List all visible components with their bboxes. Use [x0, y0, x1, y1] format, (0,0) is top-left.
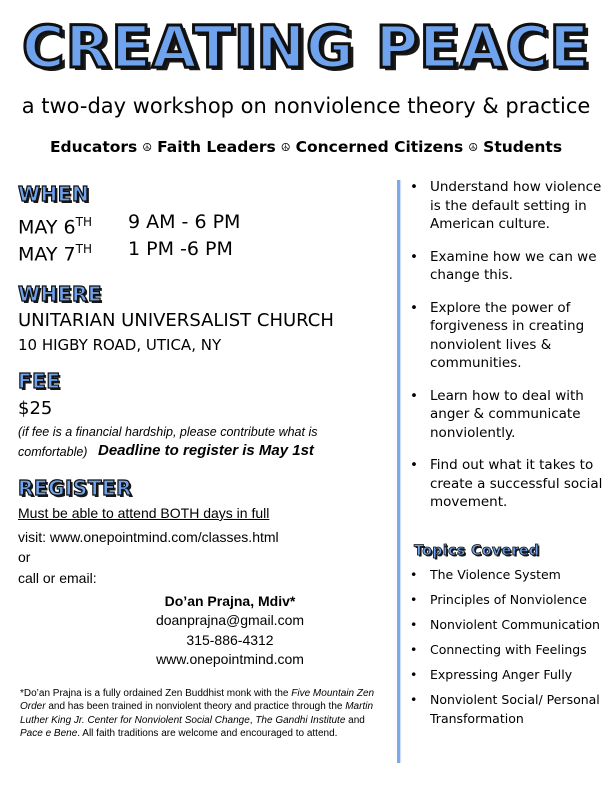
contact-phone[interactable]: 315-886-4312 — [186, 632, 274, 648]
venue-address: 10 HIGBY ROAD, UTICA, NY — [18, 336, 222, 354]
subtitle: a two-day workshop on nonviolence theory & practice — [21, 94, 591, 118]
attendance-requirement: Must be able to attend BOTH days in full — [18, 505, 270, 521]
call-email-text: call or email: — [18, 570, 97, 586]
footnote-text: and — [345, 714, 365, 726]
footnote-text: . All faith traditions are welcome and encouraged to attend. — [77, 727, 338, 739]
audience-line — [0, 136, 612, 159]
list-item: • Examine how we can we change this. — [410, 248, 605, 285]
time-1: 9 AM - 6 PM — [128, 211, 241, 233]
visit-link-text[interactable]: visit: www.onepointmind.com/classes.html — [18, 529, 279, 545]
deadline-text: Deadline to register is May 1st — [98, 442, 314, 459]
audience-educators: Educators — [49, 138, 138, 156]
when-heading: WHEN — [18, 182, 90, 206]
contact-email[interactable]: doanprajna@gmail.com — [155, 612, 305, 628]
register-heading: REGISTER — [18, 476, 133, 500]
footnote-org: Five Mountain Zen Order — [20, 688, 375, 713]
list-item: • Understand how violence is the default setting in American culture. — [410, 178, 605, 234]
date-1: MAY 6 — [18, 216, 76, 239]
peace-sign-icon: ☮ — [142, 141, 153, 154]
fee-note-line-2: comfortable) — [18, 445, 88, 459]
footnote-org: Martin Luther King Jr. Center for Nonviolent Social Change — [20, 701, 374, 726]
goals-list — [410, 178, 605, 526]
peace-sign-icon: ☮ — [280, 141, 291, 154]
footnote-org: The Gandhi Institute — [255, 714, 346, 726]
page-title: CREATING PEACE — [22, 13, 590, 81]
audience-faith-leaders: Faith Leaders — [157, 138, 276, 156]
topics-list — [410, 565, 605, 734]
list-item: • The Violence System — [410, 565, 605, 584]
peace-sign-icon: ☮ — [468, 141, 479, 154]
audience-concerned-citizens: Concerned Citizens — [295, 138, 464, 156]
audience-students: Students — [483, 138, 563, 156]
list-item: • Principles of Nonviolence — [410, 590, 605, 609]
list-item: • Learn how to deal with anger & communicate nonviolently. — [410, 387, 605, 443]
list-item: • Expressing Anger Fully — [410, 665, 605, 684]
venue-name: UNITARIAN UNIVERSALIST CHURCH — [18, 310, 334, 331]
list-item: • Connecting with Feelings — [410, 640, 605, 659]
footnote-text: and has been trained in nonviolent theory and practice through the — [45, 701, 346, 713]
list-item: • Nonviolent Communication — [410, 615, 605, 634]
footnote-org: Pace e Bene — [20, 727, 78, 739]
where-heading: WHERE — [18, 282, 103, 306]
time-2: 1 PM -6 PM — [128, 238, 233, 260]
footnote-text: *Do’an Prajna is a fully ordained Zen Buddhist monk with the — [20, 688, 292, 699]
list-item: • Find out what it takes to create a successful social movement. — [410, 456, 605, 512]
fee-amount: $25 — [18, 398, 53, 419]
list-item: • Nonviolent Social/ Personal Transformation — [410, 690, 605, 728]
bio-footnote — [20, 687, 385, 740]
column-divider — [397, 180, 400, 763]
fee-heading: FEE — [18, 369, 61, 393]
contact-website[interactable]: www.onepointmind.com — [156, 651, 304, 667]
date-2-suffix: TH — [75, 242, 93, 256]
or-text: or — [18, 549, 31, 565]
topics-heading: Topics Covered — [414, 543, 540, 559]
footnote-text: , — [249, 714, 256, 726]
date-2: MAY 7 — [18, 243, 76, 266]
list-item: • Explore the power of forgiveness in creating nonviolent lives & communities. — [410, 299, 605, 373]
fee-note-line-1: (if fee is a financial hardship, please contribute what is — [18, 425, 318, 439]
contact-name: Do’an Prajna, Mdiv* — [164, 593, 296, 609]
date-row-2 — [18, 236, 92, 267]
date-1-suffix: TH — [75, 215, 93, 229]
